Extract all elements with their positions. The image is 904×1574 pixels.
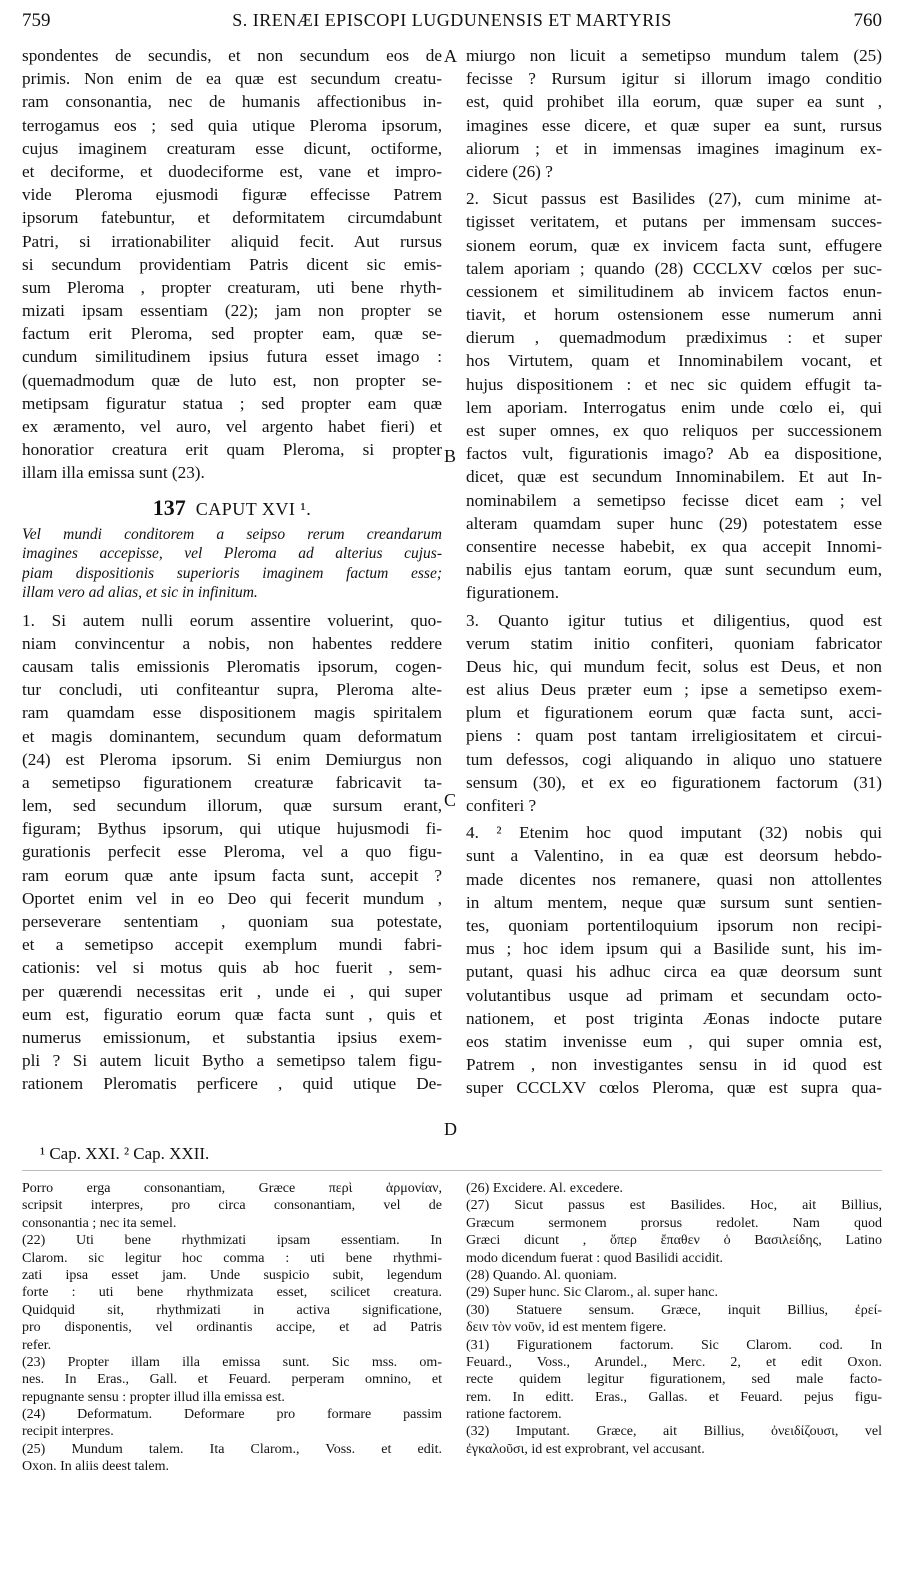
footnote-line: (26) Excidere. Al. excedere. xyxy=(466,1181,624,1196)
text-line: cujus imaginem creaturam esse dicunt, octiforme, xyxy=(22,138,442,158)
text-line: nominabilem a semetipso fecisse dicet eam ; vel xyxy=(466,490,882,510)
footnote-line: refer. xyxy=(22,1337,52,1353)
text-line: tur concludi, uti confiteantur supra, Pleroma alte- xyxy=(22,680,442,700)
footnote-line: pro disponentis, vel ordinantis accipe, et ad Patris xyxy=(22,1320,442,1336)
text-line: numerus emissionum, et substantia ipsius exem- xyxy=(22,1027,442,1047)
chapter-heading xyxy=(22,491,442,525)
text-line: niam convincentur a nobis, non habentes reddere xyxy=(22,633,442,653)
page-title: S. IRENÆI EPISCOPI LUGDUNENSIS ET MARTYRIS xyxy=(232,10,672,30)
footnote-line: recipit interpres. xyxy=(22,1424,114,1440)
page-number-left: 759 xyxy=(22,10,51,31)
text-line: cidere (26) ? xyxy=(466,161,553,181)
right-paragraph-1 xyxy=(466,44,882,183)
text-line: lem aporiam. Interrogatus enim unde cœlo ei, qui xyxy=(466,397,882,417)
footnote-line: (32) Imputant. Græce, ait Billius, ὀνειδίζουσι, vel xyxy=(466,1424,882,1440)
text-line: imagines esse dicere, et quæ super ea sunt, rursus xyxy=(466,115,882,135)
text-line: piens : quam post tantam irreligiositatem et circui- xyxy=(466,726,882,746)
chapter-cross-references: ¹ Cap. XXI. ² Cap. XXII. xyxy=(40,1144,210,1163)
footnote-divider xyxy=(22,1170,882,1171)
text-line: cationis: vel si motus quis ab hoc fuerit , sem- xyxy=(22,958,442,978)
text-line: est alius Deus præter eum ; ipse a semetipso exem- xyxy=(466,680,882,700)
text-line: mizati ipsam essentiam (22); jam non propter se xyxy=(22,301,442,321)
text-line: Oportet enim vel in eo Deo qui fecerit mundum , xyxy=(22,888,442,908)
footnote-line: Græci dicunt , ὅπερ ἔπαθεν ὁ Βασιλείδης, Latino xyxy=(466,1233,882,1249)
text-line: et deciforme, et duodeciforme est, vane et impro- xyxy=(22,161,442,181)
footnote-line: (24) Deformatum. Deformare pro formare passim xyxy=(22,1407,442,1423)
footnote-line: consonantia ; nec ita semel. xyxy=(22,1215,177,1231)
running-head xyxy=(0,10,904,38)
text-line: hujus dispositionem : et nec sic quidem effugit ta- xyxy=(466,374,882,394)
footnote-line: rem. In editt. Eras., Gallas. et Feuard. pejus figu- xyxy=(466,1389,882,1405)
footnote-line: repugnante sensu : propter illud illa emissa est. xyxy=(22,1389,285,1405)
footnote-line: scripsit interpres, pro circa consonantiam, vel de xyxy=(22,1198,442,1214)
left-paragraph-2 xyxy=(22,609,442,1096)
text-line: figuram; Bythus ipsorum, qui utique hujusmodi fi- xyxy=(22,819,442,839)
text-line: nabilis ejus tantam eorum, quæ sunt secundum eum, xyxy=(466,560,882,580)
text-line: ram eorum quæ ante ipsum facta sunt, accepit ? xyxy=(22,865,442,885)
text-line: super CCCLXV cœlos Pleroma, quæ est supra qua- xyxy=(466,1078,882,1098)
text-line: a semetipso figurationem creaturæ fabricavit ta- xyxy=(22,772,442,792)
text-line: per quærendi necessitas erit , unde ei , qui super xyxy=(22,981,442,1001)
text-line: dierum , quemadmodum prædiximus : et super xyxy=(466,328,882,348)
text-line: tum defessos, cogi aliquando in aliquo uno statuere xyxy=(466,749,882,769)
left-paragraph-1 xyxy=(22,44,442,485)
text-line: confiteri ? xyxy=(466,796,537,815)
text-line: 3. Quanto igitur tutius et diligentius, quod est xyxy=(466,610,882,630)
text-line: alteram quamdam super hunc (29) potestatem esse xyxy=(466,513,882,533)
text-line: cessionem et similitudinem ab invicem factos enun- xyxy=(466,281,882,301)
text-line: sionem eorum, quæ ex invicem facta sunt, effugere xyxy=(466,235,882,255)
text-line: aliorum ; et in immensas imagines imaginum ex- xyxy=(466,138,882,158)
text-line: sensum (30), et ex eo figurationem factorum (31) xyxy=(466,772,882,792)
text-line: eum est, figuratio eorum quæ facta sunt , quis et xyxy=(22,1004,442,1024)
text-line: et a semetipso accepit exemplum mundi fabri- xyxy=(22,935,442,955)
footnote-line: nes. In Eras., Gall. et Feuard. perperam omnino, et xyxy=(22,1372,442,1388)
text-line: 1. Si autem nulli eorum assentire voluerint, quo- xyxy=(22,610,442,630)
footnote-line: (27) Sicut passus est Basilides. Hoc, ait Billius, xyxy=(466,1198,882,1214)
text-line: 2. Sicut passus est Basilides (27), cum minime at- xyxy=(466,189,882,209)
text-line: plum et figurationem eorum quæ facta sunt, acci- xyxy=(466,703,882,723)
footnote-line: ratione factorem. xyxy=(466,1407,562,1423)
footnote-line: recte quidem legitur figurationem, sed male facto- xyxy=(466,1372,882,1388)
text-line: ram consonantia, nec de humanis affectionibus in- xyxy=(22,92,442,112)
margin-letter-b: B xyxy=(444,446,457,466)
text-line: miurgo non licuit a semetipso mundum talem (25) xyxy=(466,46,882,65)
text-line: factos vult, figurationis imago? Ab ea dispositione, xyxy=(466,444,882,464)
text-line: made dicentes nos remanere, quasi non attollentes xyxy=(466,869,882,889)
text-line: Deus hic, qui mundum fecit, solus est Deus, et non xyxy=(466,656,882,676)
text-line: sunt a Valentino, in ea quæ est deorsum hebdo- xyxy=(466,846,882,866)
footnote-line: zati ipsa esset jam. Unde suspicio subit, legendum xyxy=(22,1267,442,1283)
margin-letter-a: A xyxy=(444,46,457,66)
footnote-line: (30) Statuere sensum. Græce, inquit Billius, ἐρεί- xyxy=(466,1302,882,1318)
footnotes-left xyxy=(22,1180,442,1476)
footnote-line: Oxon. In aliis deest talem. xyxy=(22,1459,169,1475)
text-line: terrogamus eos ; sed quia utique Pleroma ipsorum, xyxy=(22,115,442,135)
text-line: verum statim initio confiteri, quoniam fabricator xyxy=(466,633,882,653)
footnote-line: (25) Mundum talem. Ita Clarom., Voss. et edit. xyxy=(22,1441,442,1457)
text-line: putant, quasi his adhuc circa ea quæ deorsum sunt xyxy=(466,962,882,982)
footnote-line: ἐγκαλοῦσι, id est exprobrant, vel accusant. xyxy=(466,1441,705,1457)
footnote-line: (22) Uti bene rhythmizati ipsam essentiam. In xyxy=(22,1233,442,1249)
text-line: illam illa emissa sunt (23). xyxy=(22,463,205,483)
text-line: cundum similitudinem ipsius futura esset imago : xyxy=(22,347,442,367)
text-line: vide Pleroma ejusmodi figuræ effecisse Patrem xyxy=(22,185,442,205)
right-paragraph-4 xyxy=(466,821,882,1099)
text-line: tigisset veritatem, et putans per immensam succes- xyxy=(466,212,882,232)
text-line: dicet, quæ est secundum Innominabilem. Et aut In- xyxy=(466,467,882,487)
text-line: figurationem. xyxy=(466,583,560,603)
text-line: est super omnes, ex quo reliquos per successionem xyxy=(466,421,882,440)
text-line: talem aporiam ; quando (28) CCCLXV cœlos per suc- xyxy=(466,258,882,278)
footnotes-right xyxy=(466,1180,882,1458)
footnote-line: forte : uti bene rhythmizata esset, scilicet creatura. xyxy=(22,1285,442,1301)
footnote-line: Clarom. sic legitur hoc comma : uti bene rhythmi- xyxy=(22,1250,442,1266)
footnote-line: δειν τὸν νοῦν, id est mentem figere. xyxy=(466,1320,667,1336)
text-line: ipsorum fatebuntur, et deformitatem circumdabunt xyxy=(22,208,442,228)
footnote-line: (23) Propter illam illa emissa sunt. Sic mss. om- xyxy=(22,1354,442,1370)
right-paragraph-2 xyxy=(466,187,882,604)
right-paragraph-3 xyxy=(466,609,882,818)
text-line: ram quamdam esse dispositionem magis spiritalem xyxy=(22,703,442,723)
footnote-line: Porro erga consonantiam, Græce περὶ ἁρμονίαν, xyxy=(22,1181,442,1196)
text-line: perseverare sententiam , quoniam sua potestate, xyxy=(22,912,442,931)
margin-letter-c: C xyxy=(444,790,457,810)
footnote-line: (31) Figurationem factorum. Sic Clarom. cod. In xyxy=(466,1337,882,1353)
text-line: et magis dominantem, secundum quam deformatum xyxy=(22,726,442,746)
text-line: metipsam figuratur statua ; sed propter eam quæ xyxy=(22,393,442,413)
text-line: fecisse ? Rursum igitur si illorum imago conditio xyxy=(466,69,882,89)
summary-line: imagines accepisse, vel Pleroma ad alterius cujus- xyxy=(22,545,442,563)
chapter-title: CAPUT XVI ¹. xyxy=(195,498,312,519)
footnote-line: (28) Quando. Al. quoniam. xyxy=(466,1267,617,1283)
text-line: rationem Pleromatis perficere , quid utique De- xyxy=(22,1074,442,1094)
text-line: ex æramento, vel auro, vel argento habet fieri) et xyxy=(22,417,442,436)
text-line: honoratior creatura erit quam Pleroma, si propter xyxy=(22,440,442,460)
right-column xyxy=(466,44,882,1099)
text-line: factum erit Pleroma, sed propter eam, quæ se- xyxy=(22,324,442,344)
text-line: (quemadmodum quæ de luto est, non propter se- xyxy=(22,370,442,390)
chapter-summary xyxy=(22,525,442,603)
margin-letter-d: D xyxy=(444,1119,457,1139)
chapter-number: 137 xyxy=(152,494,186,520)
text-line: pli ? Si autem licuit Bytho a semetipso talem figu- xyxy=(22,1051,442,1071)
page-number-right: 760 xyxy=(853,10,882,31)
text-line: Patrem , non investigantes sensu in id quod est xyxy=(466,1055,882,1075)
text-line: causam talis emissionis Pleromatis ipsorum, cogen- xyxy=(22,656,442,676)
text-line: eos statim invenisse eum , qui super omnia est, xyxy=(466,1031,882,1051)
text-line: tiavit, et horum ostensionem esse numerum anni xyxy=(466,305,882,325)
text-line: est, quid prohibet illa eorum, quæ super ea sunt , xyxy=(466,92,882,112)
footnote-line: modo dicendum fuerat : quod Basilidi accidit. xyxy=(466,1250,723,1266)
text-line: sum Pleroma , propter creaturam, uti bene rhyth- xyxy=(22,277,442,297)
summary-line: piam dispositionis superioris imaginem factum esse; xyxy=(22,564,442,582)
text-line: gurationis perfecit esse Pleroma, vel a quo figu- xyxy=(22,842,442,862)
text-line: primis. Non enim de ea quæ est secundum creatu- xyxy=(22,69,442,89)
text-line: nationem, et post triginta Æonas indocte putare xyxy=(466,1008,882,1028)
text-line: tes, quoniam portentiloquium ipsorum non recipi- xyxy=(466,915,882,935)
footnote-line: (29) Super hunc. Sic Clarom., al. super hanc. xyxy=(466,1285,718,1301)
text-line: (24) est Pleroma ipsorum. Si enim Demiurgus non xyxy=(22,749,442,769)
text-line: hos Virtutem, quam et Innominabilem vocant, et xyxy=(466,351,882,371)
summary-line: illam vero ad alias, et sic in infinitum. xyxy=(22,584,258,602)
text-line: mus ; hoc idem ipsum qui a Basilide sunt, his im- xyxy=(466,939,882,959)
text-line: Patri, si irrationabiliter aliquid fecit. Aut rursus xyxy=(22,231,442,251)
summary-line: Vel mundi conditorem a seipso rerum creandarum xyxy=(22,525,442,543)
text-line: spondentes de secundis, et non secundum eos de xyxy=(22,46,442,65)
footnote-line: Quidquid sit, rhythmizati in activa significatione, xyxy=(22,1302,442,1318)
left-column xyxy=(22,44,442,1096)
text-line: volutantibus usque ad primam et secundam octo- xyxy=(466,985,882,1005)
text-line: 4. ² Etenim hoc quod imputant (32) nobis qui xyxy=(466,823,882,843)
text-line: in altum mentem, neque quæ sursum sunt sentien- xyxy=(466,892,882,912)
text-line: lem, sed secundum illorum, quæ sursum erant, xyxy=(22,796,442,816)
text-line: consentire necesse habebit, ex qua accepit Innomi- xyxy=(466,536,882,556)
footnote-line: Græcum sermonem prorsus redolet. Nam quod xyxy=(466,1215,882,1231)
text-line: si secundum providentiam Patris dicent sic emis- xyxy=(22,254,442,274)
footnote-line: Feuard., Voss., Arundel., Merc. 2, et edit Oxon. xyxy=(466,1354,882,1370)
